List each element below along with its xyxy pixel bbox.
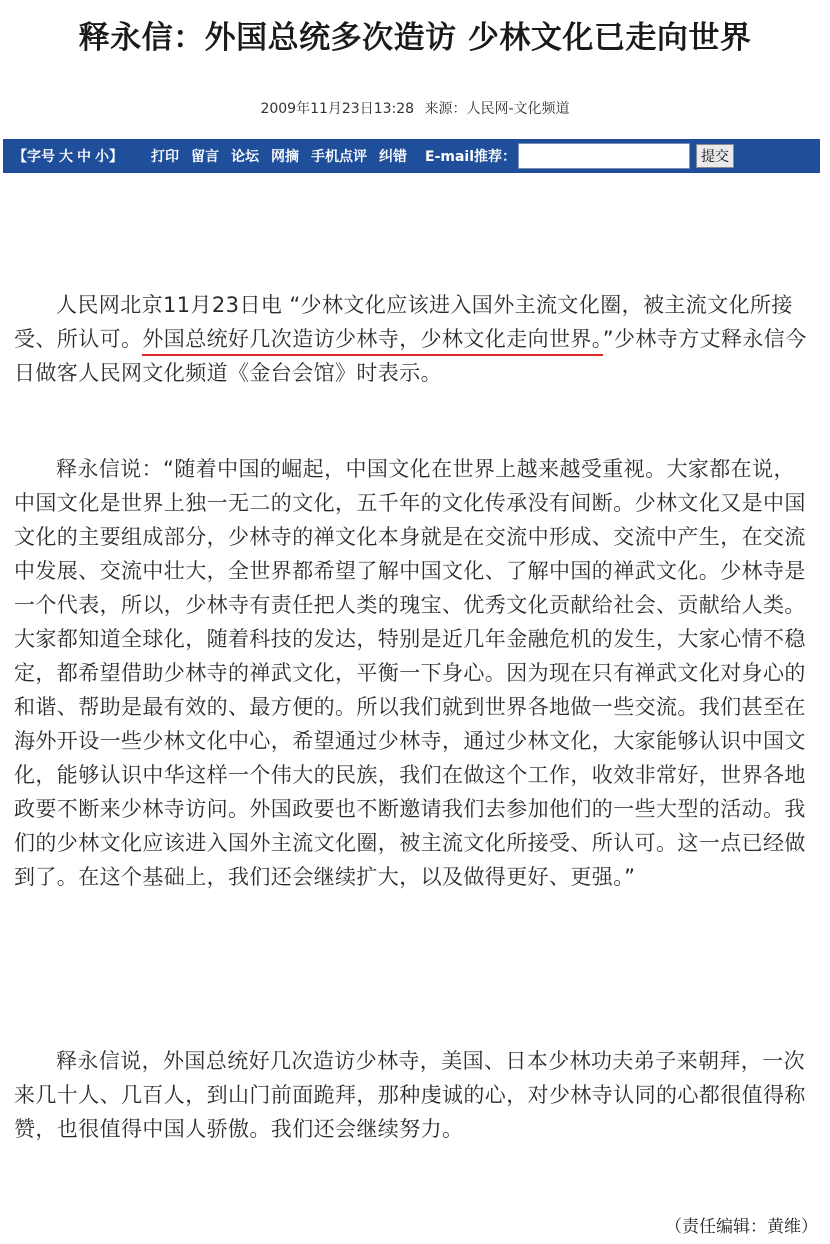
submit-button[interactable]: 提交 (696, 144, 734, 168)
article-toolbar (3, 139, 820, 173)
mobile-comment-link[interactable]: 手机点评 (311, 149, 367, 165)
article-paragraph-2: 释永信说：“随着中国的崛起，中国文化在世界上越来越受重视。大家都在说，中国文化是世界上独一无二的文化，五千年的文化传承没有间断。少林文化又是中国文化的主要组成部分，少林寺的禅文化本身就是在交流中形成、交流中产生，在交流中发展、交流中壮大，全世界都希望了解中国文化、了解中国的禅武文化。少林寺是一个代表，所以，少林寺有责任把人类的瑰宝、优秀文化贡献给社会、贡献给人类。大家都知道全球化，随着科技的发达，特别是近几年金融危机的发生，大家心情不稳定，都希望借助少林寺的禅武文化，平衡一下身心。因为现在只有禅武文化对身心的和谐、帮助是最有效的、最方便的。所以我们就到世界各地做一些交流。我们甚至在海外开设一些少林文化中心，希望通过少林寺，通过少林文化，大家能够认识中国文化，能够认识中华这样一个伟大的民族，我们在做这个工作，收效非常好，世界各地政要不断来少林寺访问。外国政要也不断邀请我们去参加他们的一些大型的活动。我们的少林文化应该进入国外主流文化圈，被主流文化所接受、所认可。这一点已经做到了。在这个基础上，我们还会继续扩大，以及做得更好、更强。” (14, 457, 806, 889)
bookmark-link[interactable]: 网摘 (271, 149, 299, 165)
article-paragraph-1 (14, 288, 810, 390)
paragraph-1-outro: ”少林寺方丈释永信今日做客人民网文化频道《金台会馆》时表示。 (14, 327, 807, 385)
responsible-editor: （责任编辑：黄维） (665, 1217, 818, 1237)
highlighted-quote: 外国总统好几次造访少林寺，少林文化走向世界。 (142, 327, 602, 356)
publish-date: 2009年11月23日13:28 (260, 101, 415, 117)
font-size-label: 【字号 (13, 149, 55, 165)
font-size-small[interactable]: 小】 (95, 149, 123, 165)
font-size-large[interactable]: 大 (59, 149, 73, 165)
font-size-medium[interactable]: 中 (77, 149, 91, 165)
article-paragraph-3: 释永信说，外国总统好几次造访少林寺，美国、日本少林功夫弟子来朝拜，一次来几十人、几百人，到山门前面跪拜，那种虔诚的心，对少林寺认同的心都很值得称赞，也很值得中国人骄傲。我们还会继续努力。 (14, 1049, 806, 1141)
paragraph-1-intro: 人民网北京11月23日电 “少林文化应该进入国外主流文化圈，被主流文化所接受、所认可。 (14, 293, 793, 351)
report-error-link[interactable]: 纠错 (379, 149, 407, 165)
print-link[interactable]: 打印 (151, 149, 179, 165)
source-label: 来源： (424, 101, 467, 117)
font-size-control (13, 146, 127, 166)
source-name: 人民网-文化频道 (466, 101, 570, 117)
article-title: 释永信：外国总统多次造访 少林文化已走向世界 (78, 20, 752, 56)
comment-link[interactable]: 留言 (191, 149, 219, 165)
email-recommend-label: E-mail推荐： (425, 149, 517, 165)
email-input[interactable] (518, 143, 690, 169)
forum-link[interactable]: 论坛 (231, 149, 259, 165)
toolbar-links (151, 146, 419, 166)
article-meta (0, 98, 830, 118)
